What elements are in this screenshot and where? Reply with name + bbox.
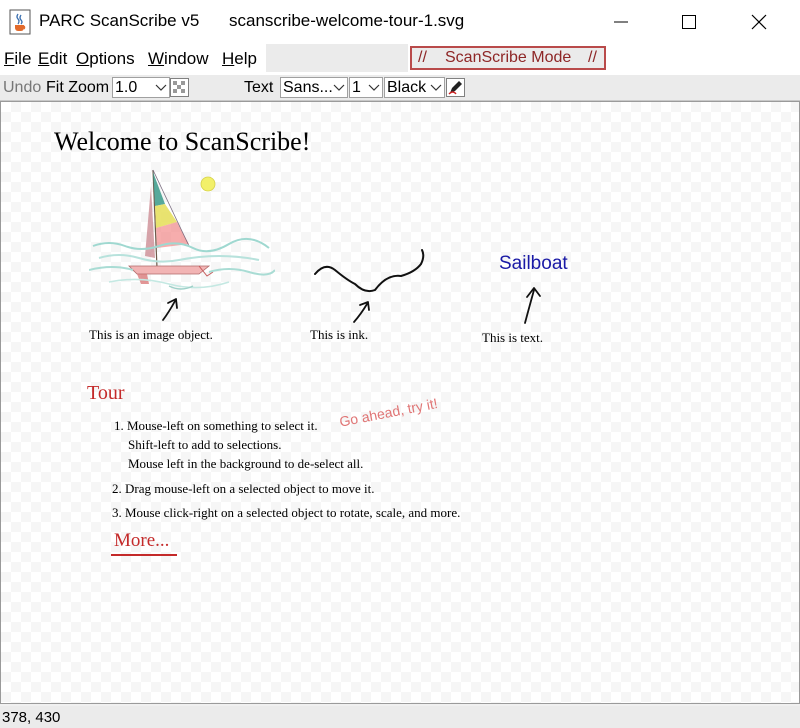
font-select[interactable]	[280, 77, 348, 98]
caption-text[interactable]: This is text.	[482, 330, 544, 345]
maximize-icon	[681, 14, 697, 30]
menu-bar	[0, 44, 800, 73]
chevron-down-icon	[333, 81, 345, 93]
chevron-down-icon	[368, 81, 380, 93]
line-width-select[interactable]	[349, 77, 383, 98]
app-title: PARC ScanScribe v5	[39, 11, 200, 30]
menu-options[interactable]: Options	[76, 49, 135, 68]
cursor-coordinates: 378, 430	[2, 709, 61, 726]
close-icon	[751, 14, 767, 30]
toolbar	[0, 75, 800, 101]
size-value: 1	[352, 79, 361, 96]
scanscribe-mode-indicator[interactable]	[410, 46, 606, 70]
try-it-note[interactable]: Go ahead, try it!	[338, 394, 439, 430]
tour-heading[interactable]: Tour	[87, 382, 125, 404]
mode-label: ScanScribe Mode	[445, 49, 572, 66]
color-select[interactable]	[384, 77, 445, 98]
close-button[interactable]	[736, 0, 782, 44]
mode-slash-right: //	[588, 49, 597, 66]
arrow-up-icon[interactable]	[351, 298, 375, 326]
menu-file[interactable]: File	[4, 49, 32, 68]
sailboat-text-object[interactable]: Sailboat	[499, 253, 568, 274]
menu-spacer	[266, 44, 408, 72]
tour-step-1-shift[interactable]: Shift-left to add to selections.	[128, 437, 282, 452]
fit-zoom-button[interactable]: Fit Zoom	[46, 79, 110, 96]
text-label: Text	[244, 79, 274, 96]
arrow-up-icon[interactable]	[519, 284, 545, 326]
menu-window[interactable]: Window	[148, 49, 209, 68]
mode-slash-left: //	[418, 49, 427, 66]
arrow-up-icon[interactable]	[159, 296, 183, 324]
color-value: Black	[387, 79, 427, 96]
status-bar	[0, 706, 800, 728]
document-title: scanscribe-welcome-tour-1.svg	[229, 11, 465, 30]
tour-step-2[interactable]: 2. Drag mouse-left on a selected object to move it.	[112, 481, 375, 496]
checker-grid-icon	[171, 79, 188, 96]
chevron-down-icon	[155, 81, 167, 93]
pen-icon	[447, 79, 464, 96]
tour-step-1[interactable]: 1. Mouse-left on something to select it.	[114, 418, 318, 433]
tour-step-3[interactable]: 3. Mouse click-right on a selected object to rotate, scale, and more.	[112, 505, 461, 520]
maximize-button[interactable]	[666, 0, 712, 44]
tour-step-1-deselect[interactable]: Mouse left in the background to de-select all.	[128, 456, 364, 471]
caption-ink[interactable]: This is ink.	[310, 327, 369, 342]
title-bar	[0, 0, 800, 44]
welcome-title[interactable]: Welcome to ScanScribe!	[54, 127, 311, 156]
pen-tool-button[interactable]	[446, 78, 465, 97]
font-value: Sans...	[283, 79, 333, 96]
caption-image-object[interactable]: This is an image object.	[89, 327, 213, 342]
java-coffee-cup-icon[interactable]	[9, 9, 31, 35]
menu-edit[interactable]: Edit	[38, 49, 68, 68]
menu-help[interactable]: Help	[222, 49, 257, 68]
more-link[interactable]: More...	[114, 530, 170, 551]
zoom-select[interactable]	[112, 77, 170, 98]
minimize-icon	[613, 14, 629, 30]
drawing-canvas[interactable]	[0, 101, 800, 704]
more-underline	[111, 554, 177, 556]
undo-button[interactable]: Undo	[3, 79, 42, 96]
background-grid-button[interactable]	[170, 78, 189, 97]
zoom-value: 1.0	[115, 79, 138, 96]
chevron-down-icon	[430, 81, 442, 93]
minimize-button[interactable]	[598, 0, 644, 44]
sailboat-image-object[interactable]	[89, 166, 275, 296]
ink-stroke-object[interactable]	[311, 242, 431, 302]
